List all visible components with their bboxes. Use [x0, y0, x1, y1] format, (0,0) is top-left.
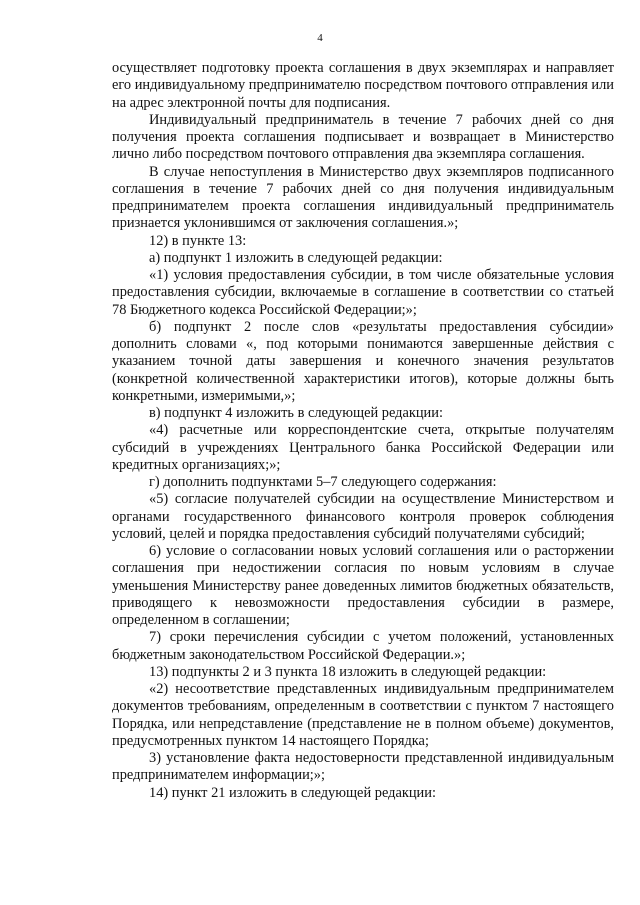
document-body	[112, 60, 614, 802]
paragraph-quote-6: 6) условие о согласовании новых условий соглашения или о расторжении соглашения при недостижении согласия по новым условиям в случае уменьшения Министерству ранее доведенных лимитов бюджетных обязательств, приводящего к невозможности предоставления субсидии в размере, определенном в соглашении;	[112, 543, 614, 628]
paragraph-item-13: 13) подпункты 2 и 3 пункта 18 изложить в следующей редакции:	[149, 663, 547, 680]
paragraph-quote-2: «2) несоответствие представленных индивидуальным предпринимателем документов требованиям, определенным в соответствии с пунктом 7 настоящего Порядка, или непредставление (представление не в полном объеме) документов, предусмотренных пунктом 14 настоящего Порядка;	[112, 681, 614, 749]
paragraph-quote-1: «1) условия предоставления субсидии, в том числе обязательные условия предоставления субсидии, включаемые в соглашение в соответствии со статьей 78 Бюджетного кодекса Российской Федерации;»;	[112, 267, 614, 318]
paragraph-item-14: 14) пункт 21 изложить в следующей редакции:	[149, 784, 436, 801]
paragraph-subitem-v: в) подпункт 4 изложить в следующей редакции:	[149, 405, 443, 421]
paragraph-item-12: 12) в пункте 13:	[149, 232, 247, 249]
paragraph-non-receipt: В случае непоступления в Министерство двух экземпляров подписанного соглашения в течение 7 рабочих дней со дня получения индивидуальным предпринимателем проекта соглашения индивидуальный предприниматель признается уклонившимся от заключения соглашения.»;	[112, 163, 614, 232]
page-number: 4	[317, 32, 323, 44]
paragraph-subitem-a: а) подпункт 1 изложить в следующей редакции:	[149, 249, 443, 266]
paragraph-continuation: осуществляет подготовку проекта соглашения в двух экземплярах и направляет его индивидуальному предпринимателю посредством почтового отправления или на адрес электронной почты для подписания.	[112, 60, 614, 111]
paragraph-subitem-g: г) дополнить подпунктами 5–7 следующего содержания:	[149, 474, 497, 490]
paragraph-quote-5: «5) согласие получателей субсидии на осуществление Министерством и органами государственного финансового контроля проверок соблюдения условий, целей и порядка предоставления субсидий получателями субсидий;	[112, 491, 614, 542]
paragraph-quote-3: 3) установление факта недостоверности представленной индивидуальным предпринимателем информации;»;	[112, 750, 614, 784]
paragraph-quote-7: 7) сроки перечисления субсидии с учетом положений, установленных бюджетным законодательством Российской Федерации.»;	[112, 629, 614, 663]
paragraph-quote-4: «4) расчетные или корреспондентские счета, открытые получателям субсидий в учреждениях Центрального банка Российской Федерации или кредитных организациях;»;	[112, 422, 614, 473]
paragraph-subitem-b: б) подпункт 2 после слов «результаты предоставления субсидии» дополнить словами «, под которыми понимаются завершенные действия с указанием точной даты завершения и конечного значения результатов (конкретной количественной характеристики итогов), которые должны быть конкретными, измеримыми,»;	[112, 318, 614, 404]
paragraph-signing-deadline: Индивидуальный предприниматель в течение 7 рабочих дней со дня получения проекта соглашения подписывает и возвращает в Министерство лично либо посредством почтового отправления два экземпляра соглашения.	[112, 111, 614, 163]
